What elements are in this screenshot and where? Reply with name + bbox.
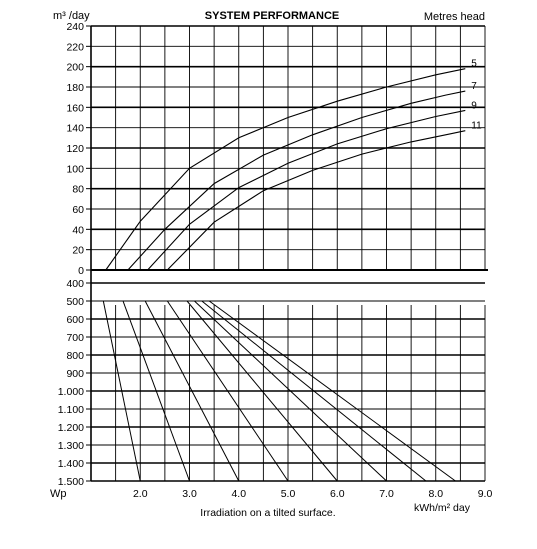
x-tick-label: 7.0 bbox=[379, 488, 394, 500]
upper-y-tick-label: 100 bbox=[66, 163, 84, 176]
x-tick-label: 2.0 bbox=[132, 488, 148, 500]
x-tick-label: 8.0 bbox=[428, 488, 444, 500]
series-label-5m: 5 bbox=[471, 58, 477, 70]
x-tick-label: 6.0 bbox=[329, 488, 345, 500]
x-tick-label: 9.0 bbox=[477, 488, 493, 500]
lower-y-tick-label: 1.000 bbox=[57, 386, 84, 398]
upper-y-tick-label: 40 bbox=[72, 224, 84, 237]
upper-y-tick-label: 140 bbox=[66, 122, 84, 135]
upper-y-tick-label: 200 bbox=[66, 61, 84, 74]
lower-y-tick-label: 1.100 bbox=[57, 404, 84, 416]
series-line-9m bbox=[148, 110, 466, 270]
upper-y-tick-label: 60 bbox=[72, 204, 84, 216]
upper-y-tick-label: 180 bbox=[66, 82, 84, 94]
tick-labels-group bbox=[58, 21, 493, 500]
x-axis-label: Irradiation on a tilted surface. bbox=[200, 507, 336, 519]
series-label-7m: 7 bbox=[471, 81, 477, 93]
grid bbox=[91, 26, 485, 481]
chart-title: SYSTEM PERFORMANCE bbox=[204, 10, 340, 22]
upper-y-tick-label: 20 bbox=[72, 244, 84, 257]
lower-y-tick-label: 1.400 bbox=[57, 458, 84, 470]
upper-y-axis-label: m³ /day bbox=[53, 10, 90, 22]
lower-y-tick-label: 600 bbox=[66, 314, 84, 326]
upper-y-tick-label: 0 bbox=[78, 265, 84, 277]
upper-y-tick-label: 80 bbox=[72, 183, 84, 196]
x-tick-label: 5.0 bbox=[280, 488, 296, 500]
series-label-9m: 9 bbox=[471, 100, 477, 112]
x-axis-unit: kWh/m² day bbox=[413, 502, 471, 514]
lower-y-tick-label: 1.500 bbox=[57, 476, 84, 488]
x-tick-label: 3.0 bbox=[182, 488, 197, 500]
chart-frame bbox=[91, 26, 488, 481]
x-tick-label: 4.0 bbox=[231, 488, 247, 500]
lower-y-tick-label: 800 bbox=[66, 350, 84, 362]
upper-y-tick-label: 220 bbox=[66, 41, 84, 54]
legend-title: Metres head bbox=[423, 11, 485, 23]
lower-y-tick-label: 400 bbox=[66, 278, 84, 290]
lower-y-axis-label: Wp bbox=[50, 488, 67, 500]
lower-y-tick-label: 1.200 bbox=[57, 422, 84, 434]
upper-y-tick-label: 240 bbox=[66, 21, 84, 33]
series-label-11m: 11 bbox=[471, 120, 482, 132]
lower-y-tick-label: 500 bbox=[66, 296, 84, 308]
upper-y-tick-label: 120 bbox=[66, 143, 84, 155]
lower-y-tick-label: 900 bbox=[66, 368, 84, 380]
lower-y-tick-label: 700 bbox=[66, 332, 84, 344]
lower-y-tick-label: 1.300 bbox=[57, 440, 84, 452]
upper-y-tick-label: 160 bbox=[66, 102, 84, 115]
upper-series-group bbox=[106, 59, 482, 270]
